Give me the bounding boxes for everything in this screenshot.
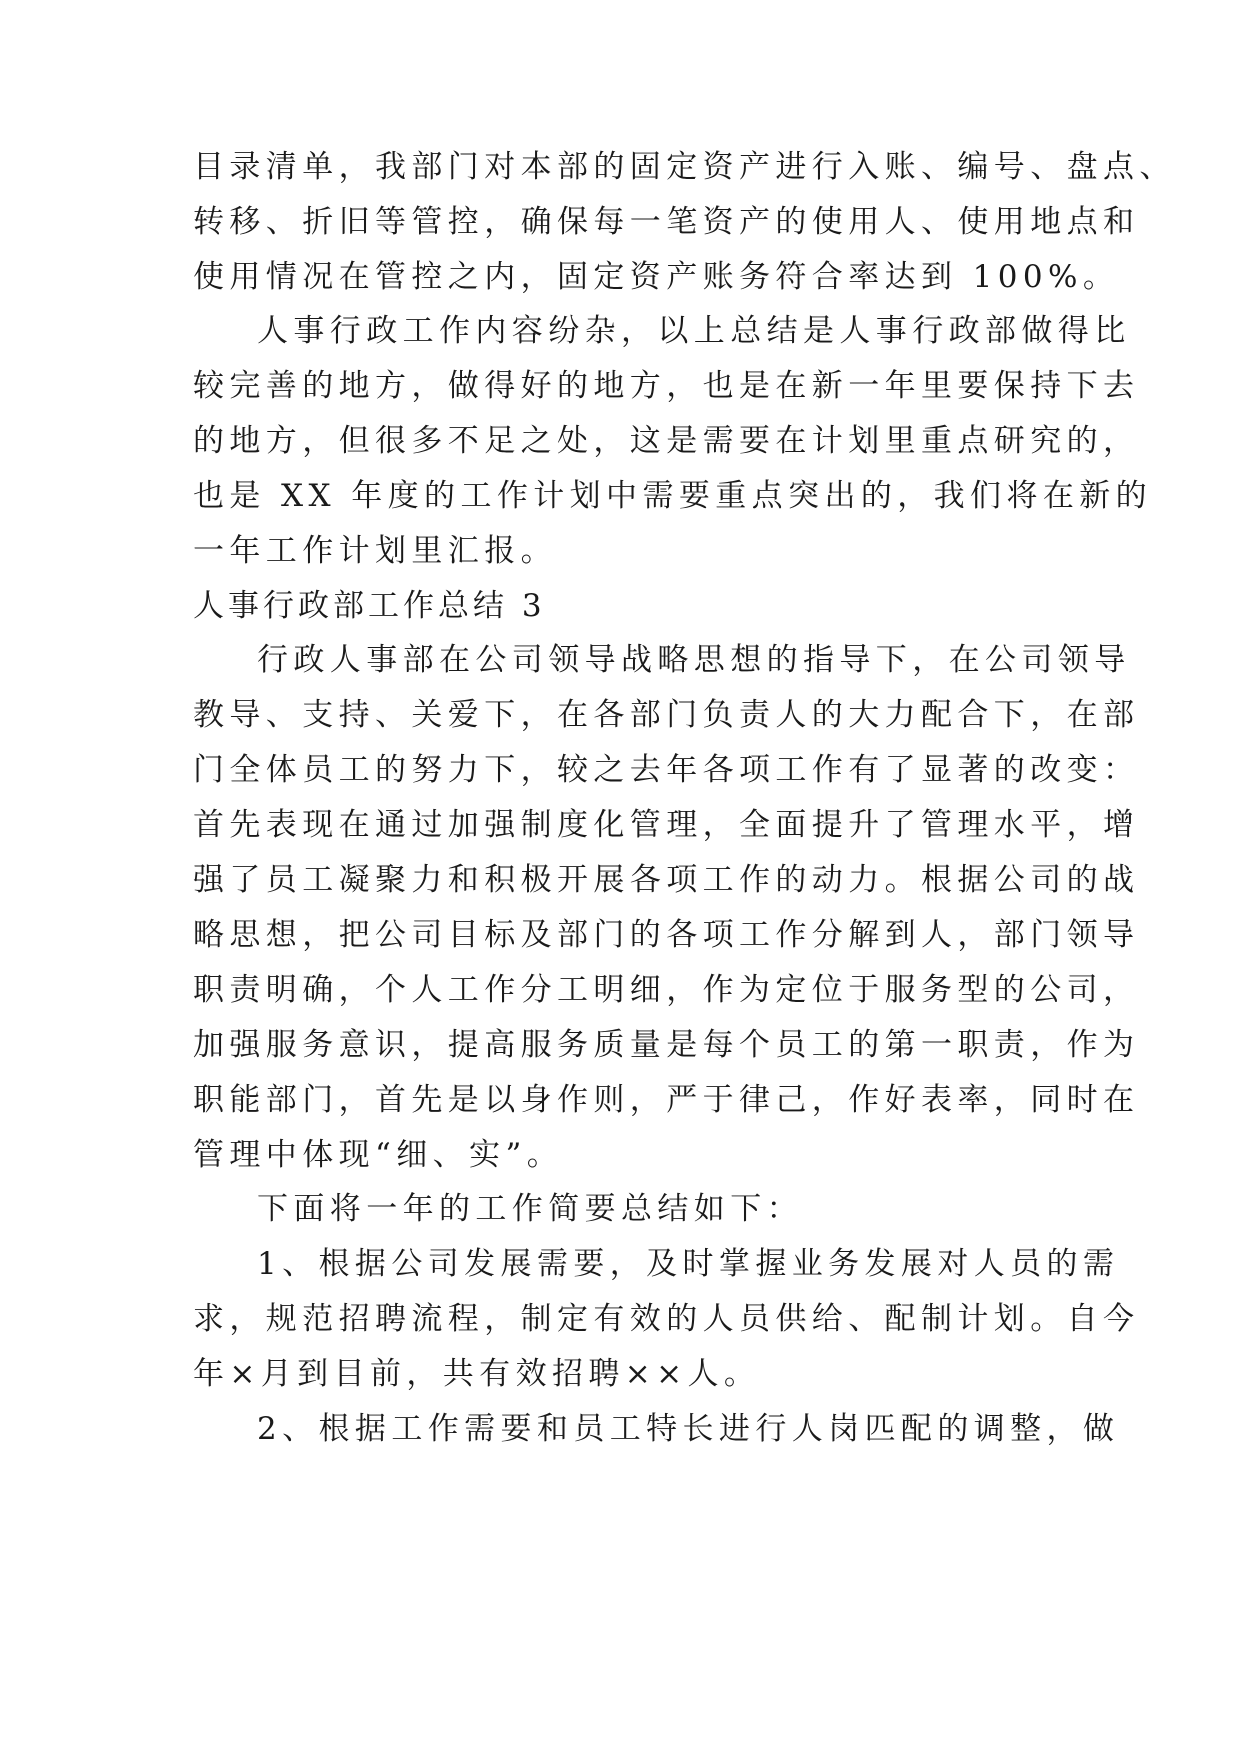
text-line: 职责明确，个人工作分工明细，作为定位于服务型的公司， bbox=[193, 972, 1140, 1008]
text-line: 教导、支持、关爱下，在各部门负责人的大力配合下，在部 bbox=[193, 697, 1140, 733]
text-line: 转移、折旧等管控，确保每一笔资产的使用人、使用地点和 bbox=[193, 204, 1140, 240]
text-line: 首先表现在通过加强制度化管理，全面提升了管理水平，增 bbox=[193, 807, 1140, 843]
text-line: 加强服务意识，提高服务质量是每个员工的第一职责，作为 bbox=[193, 1027, 1140, 1063]
paragraph-first-line: 下面将一年的工作简要总结如下： bbox=[257, 1191, 803, 1227]
text-line: 的地方，但很多不足之处，这是需要在计划里重点研究的， bbox=[193, 423, 1140, 459]
text-line: 也是 XX 年度的工作计划中需要重点突出的，我们将在新的 bbox=[193, 478, 1153, 514]
text-line: 使用情况在管控之内，固定资产账务符合率达到 100%。 bbox=[193, 259, 1120, 295]
list-item-first-line: 1、根据公司发展需要，及时掌握业务发展对人员的需 bbox=[257, 1246, 1120, 1282]
text-line: 略思想，把公司目标及部门的各项工作分解到人，部门领导 bbox=[193, 917, 1140, 953]
paragraph-first-line: 行政人事部在公司领导战略思想的指导下，在公司领导 bbox=[257, 642, 1131, 678]
text-line: 求，规范招聘流程，制定有效的人员供给、配制计划。自今 bbox=[193, 1301, 1140, 1337]
paragraph-first-line: 人事行政工作内容纷杂，以上总结是人事行政部做得比 bbox=[257, 313, 1131, 349]
section-heading: 人事行政部工作总结 3 bbox=[193, 588, 546, 624]
text-line: 门全体员工的努力下，较之去年各项工作有了显著的改变： bbox=[193, 752, 1140, 788]
text-line: 一年工作计划里汇报。 bbox=[193, 533, 557, 569]
text-line: 目录清单，我部门对本部的固定资产进行入账、编号、盘点、 bbox=[193, 149, 1176, 185]
text-line: 较完善的地方，做得好的地方，也是在新一年里要保持下去 bbox=[193, 368, 1140, 404]
text-line: 管理中体现“细、实”。 bbox=[193, 1137, 564, 1173]
list-item-first-line: 2、根据工作需要和员工特长进行人岗匹配的调整，做 bbox=[257, 1411, 1120, 1447]
text-line: 年×月到目前，共有效招聘××人。 bbox=[193, 1356, 761, 1392]
text-line: 职能部门，首先是以身作则，严于律己，作好表率，同时在 bbox=[193, 1082, 1140, 1118]
text-line: 强了员工凝聚力和积极开展各项工作的动力。根据公司的战 bbox=[193, 862, 1140, 898]
